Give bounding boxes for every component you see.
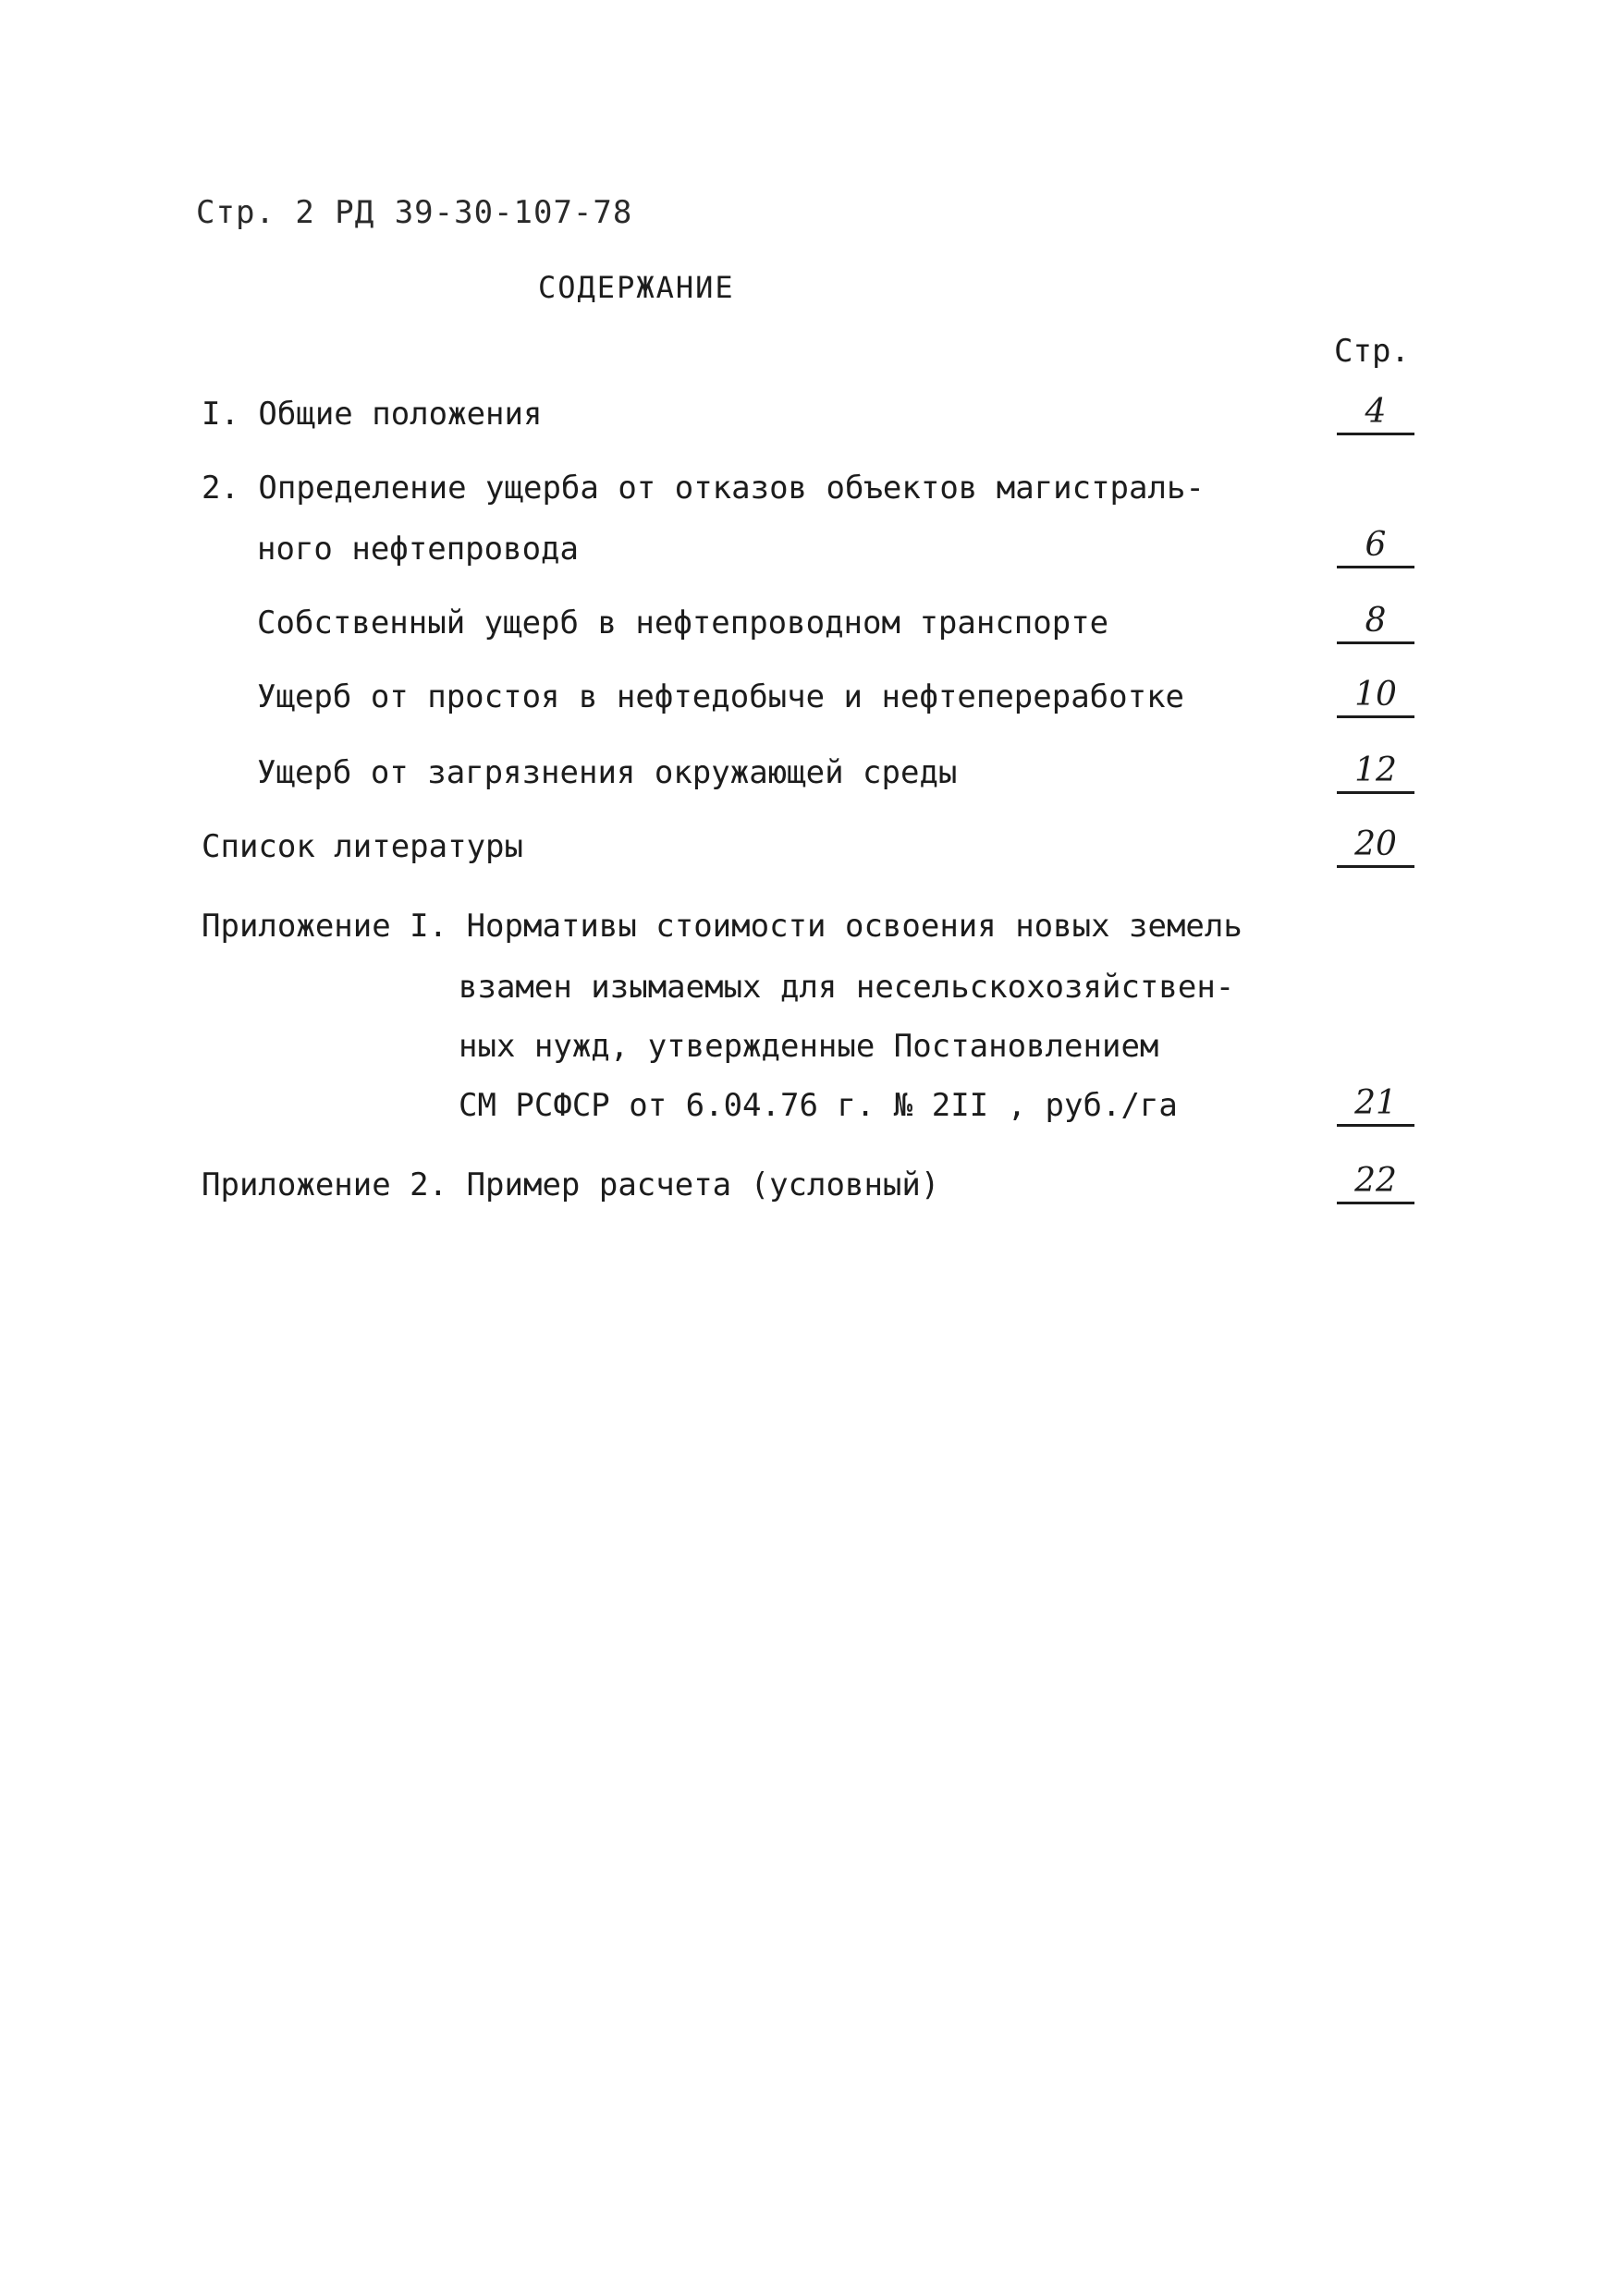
toc-entry-damage-determination: 2. Определение ущерба от отказов объектов магистраль- [202,470,1205,507]
toc-page-number: 12 [1337,752,1414,794]
toc-page-number: 4 [1337,394,1414,435]
toc-page-number: 8 [1337,603,1414,644]
toc-entry-references: Список литературы [202,828,523,865]
toc-page-number: 21 [1337,1085,1414,1127]
toc-page-number: 10 [1337,677,1414,718]
toc-entry-appendix-1: Приложение I. Нормативы стоимости освоения новых земель [202,908,1243,945]
toc-entry-downtime-damage: Ущерб от простоя в нефтедобыче и нефтепереработке [257,678,1185,715]
toc-page-number: 6 [1337,527,1414,568]
toc-entry-damage-determination-cont: ного нефтепровода [257,531,579,568]
toc-entry-own-damage: Собственный ущерб в нефтепроводном транспорте [257,605,1109,641]
page-title: СОДЕРЖАНИЕ [538,270,735,305]
toc-page-number: 20 [1337,826,1414,868]
toc-entry-pollution-damage: Ущерб от загрязнения окружающей среды [257,754,958,791]
toc-entry-appendix-1-cont: ных нужд, утвержденные Постановлением [459,1028,1159,1065]
toc-page-number: 22 [1337,1163,1414,1204]
page-column-label: Стр. [1334,333,1410,370]
page-header: Стр. 2 РД 39-30-107-78 [196,194,633,231]
toc-entry-general-provisions: I. Общие положения [202,396,543,433]
toc-entry-appendix-2: Приложение 2. Пример расчета (условный) [202,1166,940,1203]
toc-entry-appendix-1-cont: СМ РСФСР от 6.04.76 г. № 2II , руб./га [459,1087,1178,1124]
toc-entry-appendix-1-cont: взамен изымаемых для несельскохозяйствен- [459,969,1235,1006]
